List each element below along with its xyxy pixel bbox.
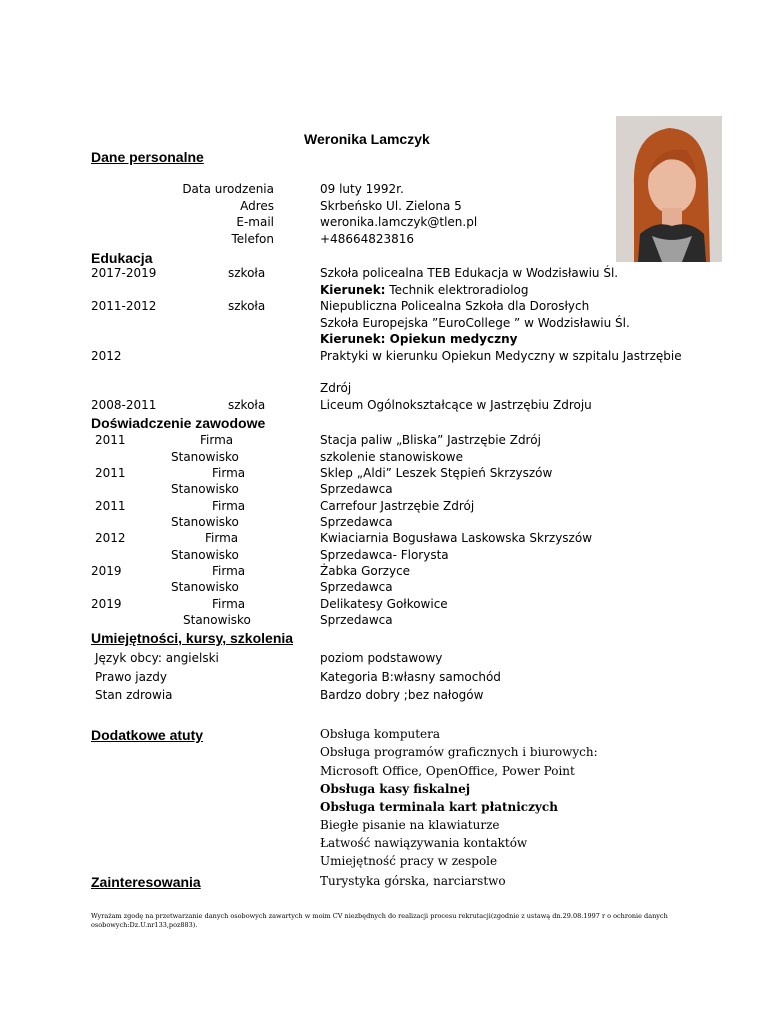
label-birthdate: Data urodzenia bbox=[182, 182, 274, 196]
education-school: Liceum Ogólnokształcące w Jastrzębiu Zdroju bbox=[320, 398, 592, 412]
experience-position: Sprzedawca bbox=[320, 515, 393, 529]
profile-photo bbox=[616, 116, 722, 262]
skill-value: poziom podstawowy bbox=[320, 651, 443, 665]
experience-firma-label: Firma bbox=[212, 466, 246, 480]
value-birthdate: 09 luty 1992r. bbox=[320, 182, 404, 196]
extra-item: Obsługa programów graficznych i biurowych: bbox=[320, 745, 598, 759]
experience-firma-label: Firma bbox=[212, 499, 246, 513]
education-years: 2008-2011 bbox=[91, 398, 157, 412]
experience-year: 2012 bbox=[95, 531, 126, 545]
extra-item: Microsoft Office, OpenOffice, Power Point bbox=[320, 764, 575, 778]
value-address: Skrbeńsko Ul. Zielona 5 bbox=[320, 199, 462, 213]
field-value: Technik elektroradiolog bbox=[385, 283, 529, 297]
value-phone: +48664823816 bbox=[320, 232, 415, 246]
gdpr-consent-clause: Wyrażam zgodę na przetwarzanie danych osobowych zawartych w moim CV niezbędnych do realizacji procesu rekrutacji(zgodnie z ustawą dn.29.08.1997 r o ochronie danych osobowych:Dz.U.nr133,poz883). bbox=[91, 912, 668, 929]
experience-firma-label: Firma bbox=[205, 531, 239, 545]
experience-position-label: Stanowisko bbox=[171, 548, 239, 562]
label-email: E-mail bbox=[236, 215, 274, 229]
interests-value: Turystyka górska, narciarstwo bbox=[320, 874, 506, 888]
extra-item: Biegłe pisanie na klawiaturze bbox=[320, 818, 500, 832]
experience-position-label: Stanowisko bbox=[183, 613, 251, 627]
section-experience-heading: Doświadczenie zawodowe bbox=[91, 415, 266, 431]
experience-year: 2019 bbox=[91, 597, 122, 611]
section-education-heading: Edukacja bbox=[91, 250, 153, 266]
education-years: 2012 bbox=[91, 349, 122, 363]
skill-value: Bardzo dobry ;bez nałogów bbox=[320, 688, 484, 702]
skill-label: Stan zdrowia bbox=[95, 688, 173, 702]
experience-firma-label: Firma bbox=[212, 564, 246, 578]
education-practice: Praktyki w kierunku Opiekun Medyczny w szpitalu Jastrzębie bbox=[320, 349, 682, 363]
experience-position-label: Stanowisko bbox=[171, 482, 239, 496]
section-extra-heading: Dodatkowe atuty bbox=[91, 727, 204, 743]
education-practice-line2: Zdrój bbox=[320, 381, 352, 395]
education-school: Niepubliczna Policealna Szkoła dla Dorosłych bbox=[320, 299, 590, 313]
field-label: Kierunek: bbox=[320, 283, 386, 297]
experience-position-label: Stanowisko bbox=[171, 580, 239, 594]
experience-company: Stacja paliw „Bliska” Jastrzębie Zdrój bbox=[320, 433, 541, 447]
education-school-line2: Szkoła Europejska ”EuroCollege ” w Wodzisławiu Śl. bbox=[320, 316, 630, 330]
skill-value: Kategoria B:własny samochód bbox=[320, 670, 501, 684]
experience-year: 2019 bbox=[91, 564, 122, 578]
extra-item: Umiejętność pracy w zespole bbox=[320, 854, 498, 868]
experience-position: szkolenie stanowiskowe bbox=[320, 450, 463, 464]
experience-firma-label: Firma bbox=[200, 433, 234, 447]
experience-company: Kwiaciarnia Bogusława Laskowska Skrzyszów bbox=[320, 531, 593, 545]
experience-year: 2011 bbox=[95, 499, 126, 513]
education-years: 2017-2019 bbox=[91, 266, 157, 280]
experience-company: Delikatesy Gołkowice bbox=[320, 597, 448, 611]
education-field: Kierunek: Opiekun medyczny bbox=[320, 332, 518, 346]
experience-position-label: Stanowisko bbox=[171, 515, 239, 529]
skill-label: Prawo jazdy bbox=[95, 670, 167, 684]
experience-year: 2011 bbox=[95, 433, 126, 447]
label-address: Adres bbox=[240, 199, 274, 213]
experience-year: 2011 bbox=[95, 466, 126, 480]
extra-item: Obsługa komputera bbox=[320, 727, 441, 741]
education-type: szkoła bbox=[228, 299, 266, 313]
cv-name: Weronika Lamczyk bbox=[304, 131, 430, 147]
education-type: szkoła bbox=[228, 398, 266, 412]
extra-item: Łatwość nawiązywania kontaktów bbox=[320, 836, 528, 850]
education-years: 2011-2012 bbox=[91, 299, 157, 313]
experience-position: Sprzedawca- Florysta bbox=[320, 548, 449, 562]
education-type: szkoła bbox=[228, 266, 266, 280]
extra-item: Obsługa terminala kart płatniczych bbox=[320, 800, 558, 814]
experience-position-label: Stanowisko bbox=[171, 450, 239, 464]
experience-position: Sprzedawca bbox=[320, 580, 393, 594]
experience-company: Żabka Gorzyce bbox=[320, 564, 411, 578]
extra-item: Obsługa kasy fiskalnej bbox=[320, 782, 471, 796]
experience-company: Carrefour Jastrzębie Zdrój bbox=[320, 499, 475, 513]
section-personal-heading: Dane personalne bbox=[91, 149, 204, 165]
experience-firma-label: Firma bbox=[212, 597, 246, 611]
education-field bbox=[320, 283, 529, 297]
experience-company: Sklep „Aldi” Leszek Stępień Skrzyszów bbox=[320, 466, 553, 480]
label-phone: Telefon bbox=[231, 232, 274, 246]
skill-label: Język obcy: angielski bbox=[95, 651, 219, 665]
education-school: Szkoła policealna TEB Edukacja w Wodzisławiu Śl. bbox=[320, 266, 619, 280]
experience-position: Sprzedawca bbox=[320, 613, 393, 627]
value-email: weronika.lamczyk@tlen.pl bbox=[320, 215, 478, 229]
experience-position: Sprzedawca bbox=[320, 482, 393, 496]
section-interests-heading: Zainteresowania bbox=[91, 874, 201, 890]
section-skills-heading: Umiejętności, kursy, szkolenia bbox=[91, 630, 294, 646]
